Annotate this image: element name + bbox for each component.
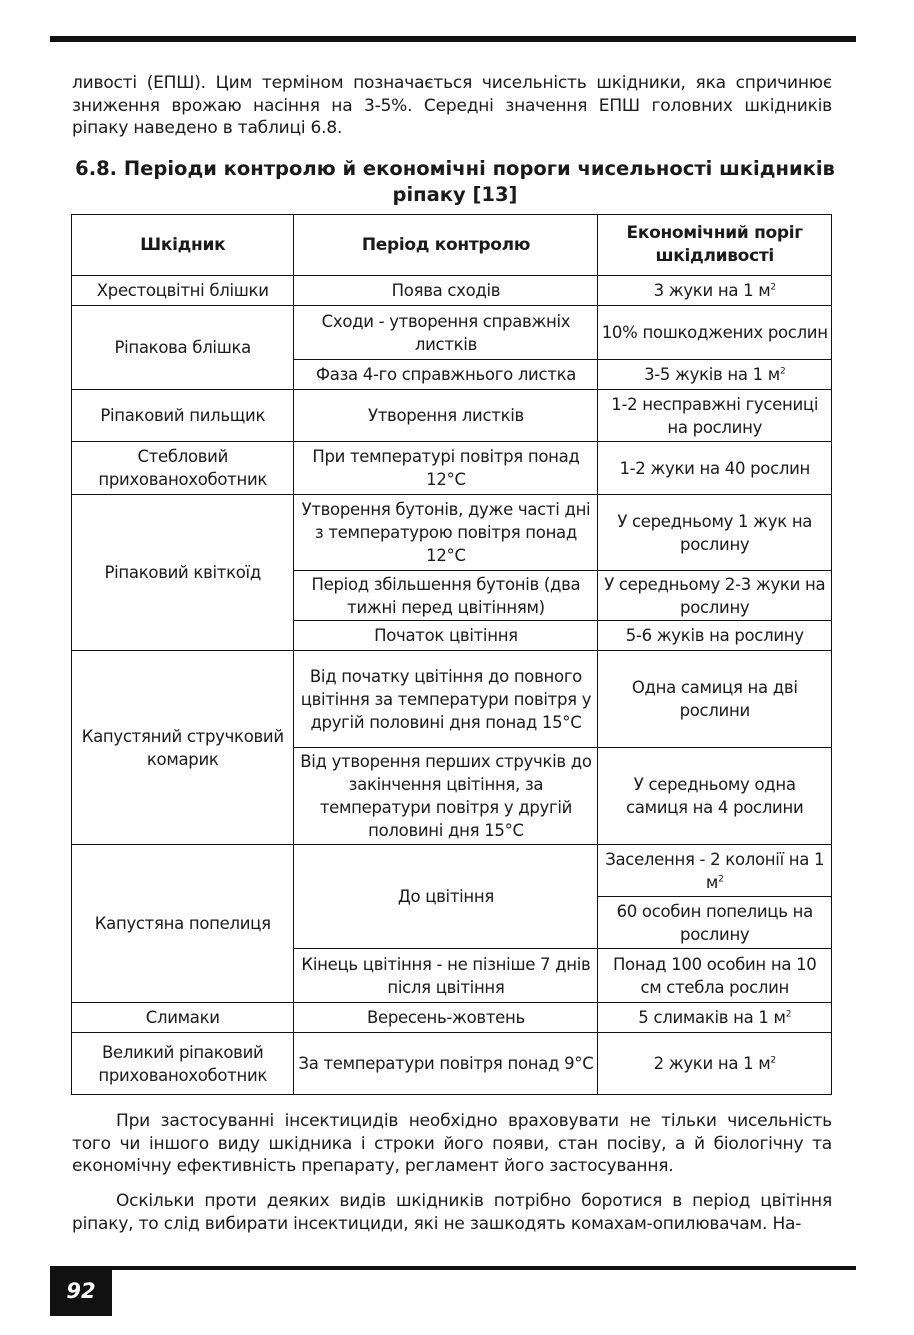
threshold-cell: 5 слимаків на 1 $м^2$ (598, 1003, 832, 1033)
threshold-cell: У середньому 1 жук на рослину (598, 495, 832, 571)
pest-cell: Ріпаковий пильщик (72, 390, 294, 442)
table-row (72, 1003, 832, 1033)
period-cell: Вересень-жовтень (294, 1003, 598, 1033)
period-cell: Фаза 4-го справжнього листка (294, 360, 598, 390)
period-cell: Утворення бутонів, дуже часті дні з температурою повітря понад 12°С (294, 495, 598, 571)
period-cell: Сходи - утворення справжніх листків (294, 306, 598, 360)
threshold-cell: Одна самиця на дві рослини (598, 651, 832, 748)
threshold-cell: У середньому одна самиця на 4 рослини (598, 748, 832, 845)
period-cell: Кінець цвітіння - не пізніше 7 днів після цвітіння (294, 949, 598, 1003)
period-cell: Початок цвітіння (294, 621, 598, 651)
table-row (72, 276, 832, 306)
table-row (72, 845, 832, 897)
body-paragraph: Оскільки проти деяких видів шкідників потрібно боротися в період цвітіння ріпаку, то слід вибирати інсектициди, які не зашкодять комахам-опилювачам. На- (72, 1191, 832, 1234)
threshold-cell: 60 особин попелиць на рослину (598, 897, 832, 949)
footer-rule (50, 1266, 856, 1270)
threshold-cell: Понад 100 особин на 10 см стебла рослин (598, 949, 832, 1003)
pest-thresholds-table (71, 214, 832, 1095)
intro-paragraph: ливості (ЕПШ). Цим терміном позначається чисельність шкідники, яка спричинює зниження врожаю насіння на 3-5%. Середні значення ЕПШ головних шкідників ріпаку наведено в таблиці 6.8. (72, 73, 832, 138)
pest-cell: Великий ріпаковий прихованохоботник (72, 1033, 294, 1095)
table-row (72, 306, 832, 360)
threshold-cell: У середньому 2-3 жуки на рослину (598, 571, 832, 621)
table-row (72, 651, 832, 748)
period-cell: Від початку цвітіння до повного цвітіння за температури повітря у другій половині дня понад 15°С (294, 651, 598, 748)
pest-cell: Слимаки (72, 1003, 294, 1033)
body-paragraph: При застосуванні інсектицидів необхідно враховувати не тільки чисельність того чи іншого виду шкідника і строки його появи, стан посіву, а й біологічну та економічну ефективність препарату, регламент його застосування. (72, 1111, 832, 1176)
threshold-cell: 10% пошкоджених рослин (598, 306, 832, 360)
period-cell: Поява сходів (294, 276, 598, 306)
threshold-cell: 5-6 жуків на рослину (598, 621, 832, 651)
pest-cell: Капустяна попелиця (72, 845, 294, 1003)
header-threshold: Економічний поріг шкідливості (598, 215, 832, 276)
table-row (72, 495, 832, 571)
threshold-cell: 2 жуки на 1 $м^2$ (598, 1033, 832, 1095)
table-row (72, 1033, 832, 1095)
period-cell: Від утворення перших стручків до закінчення цвітіння, за температури повітря у другій половині дня 15°С (294, 748, 598, 845)
pest-cell: Ріпаковий квіткоїд (72, 495, 294, 651)
top-rule (50, 36, 856, 42)
table-title: 6.8. Періоди контролю й економічні пороги чисельності шкідників ріпаку [13] (75, 157, 835, 206)
threshold-cell: Заселення - 2 колонії на 1 $м^2$ (598, 845, 832, 897)
table-row (72, 390, 832, 442)
table-header-row (72, 215, 832, 276)
threshold-cell: 1-2 жуки на 40 рослин (598, 442, 832, 495)
page-number: 92 (50, 1266, 112, 1316)
pest-cell: Капустяний стручковий комарик (72, 651, 294, 845)
pest-cell: Хрестоцвітні блішки (72, 276, 294, 306)
pest-cell: Ріпакова блішка (72, 306, 294, 390)
period-cell: До цвітіння (294, 845, 598, 949)
threshold-cell: 1-2 несправжні гусениці на рослину (598, 390, 832, 442)
period-cell: Утворення листків (294, 390, 598, 442)
header-pest: Шкідник (72, 215, 294, 276)
period-cell: Період збільшення бутонів (два тижні перед цвітінням) (294, 571, 598, 621)
period-cell: При температурі повітря понад 12°С (294, 442, 598, 495)
threshold-cell: 3 жуки на 1 $м^2$ (598, 276, 832, 306)
header-period: Період контролю (294, 215, 598, 276)
pest-cell: Стебловий прихованохоботник (72, 442, 294, 495)
period-cell: За температури повітря понад 9°С (294, 1033, 598, 1095)
table-row (72, 442, 832, 495)
threshold-cell: 3-5 жуків на 1 $м^2$ (598, 360, 832, 390)
